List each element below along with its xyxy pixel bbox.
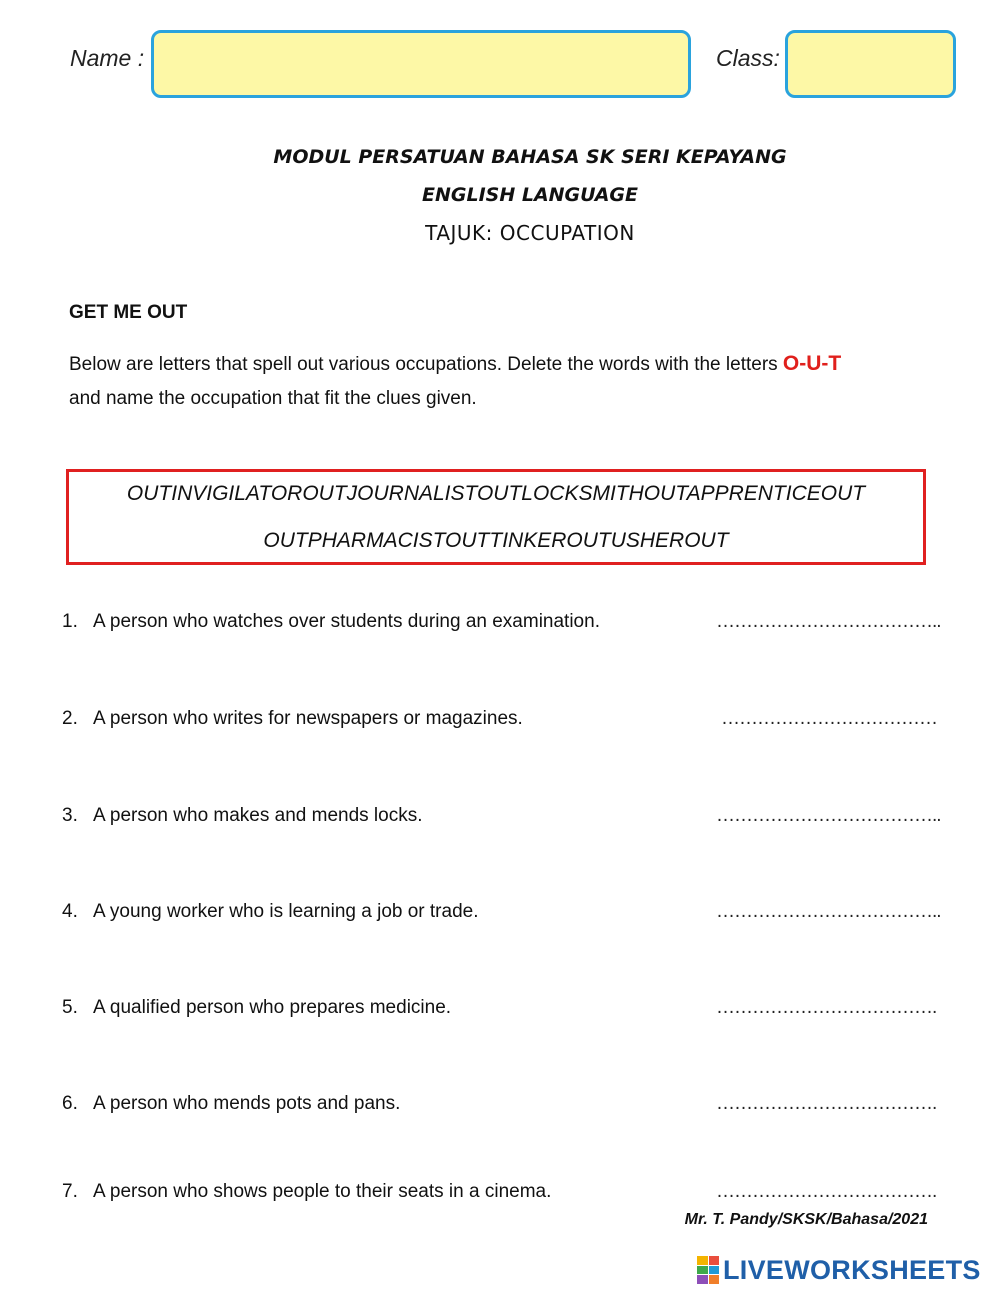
question-text: A qualified person who prepares medicine. (93, 997, 452, 1018)
liveworksheets-mark-icon (697, 1256, 719, 1284)
question-number: 3. (62, 805, 78, 826)
instructions (69, 347, 949, 416)
question-text: A person who writes for newspapers or magazines. (93, 708, 523, 729)
answer-blank[interactable]: ………………………………. (716, 1093, 937, 1114)
name-input[interactable] (151, 30, 691, 98)
question-number: 2. (62, 708, 78, 729)
answer-blank[interactable]: ……………………………….. (716, 805, 941, 826)
question-text: A young worker who is learning a job or trade. (93, 901, 479, 922)
subject-title: ENGLISH LANGUAGE (421, 184, 638, 206)
question-number: 1. (62, 611, 78, 632)
answer-blank[interactable]: ………………………………. (716, 1181, 937, 1202)
class-label: Class: (716, 45, 780, 71)
question-number: 7. (62, 1181, 78, 1202)
question-number: 6. (62, 1093, 78, 1114)
question-item (62, 805, 942, 835)
author-credit: Mr. T. Pandy/SKSK/Bahasa/2021 (684, 1211, 928, 1228)
question-number: 5. (62, 997, 78, 1018)
puzzle-line-1: OUTINVIGILATOROUTJOURNALISTOUTLOCKSMITHOUTAPPRENTICEOUT (126, 482, 866, 505)
module-title: MODUL PERSATUAN BAHASA SK SERI KEPAYANG (273, 146, 787, 168)
letter-puzzle-box (66, 469, 926, 565)
question-number: 4. (62, 901, 78, 922)
question-text: A person who makes and mends locks. (93, 805, 423, 826)
instruction-highlight: O-U-T (782, 352, 842, 375)
topic-title: TAJUK: OCCUPATION (425, 221, 635, 245)
answer-blank[interactable]: ……………………………….. (716, 901, 941, 922)
question-item (62, 1093, 942, 1123)
name-label: Name : (70, 45, 145, 71)
liveworksheets-wordmark: LIVEWORKSHEETS (723, 1254, 981, 1285)
class-input[interactable] (785, 30, 956, 98)
question-item (62, 997, 942, 1027)
answer-blank[interactable]: ……………………………….. (716, 611, 941, 632)
question-item (62, 901, 942, 931)
answer-blank[interactable]: ……………………………… (721, 708, 937, 729)
instruction-text-2: and name the occupation that fit the clues given. (69, 388, 477, 409)
answer-blank[interactable]: ………………………………. (716, 997, 937, 1018)
question-text: A person who mends pots and pans. (93, 1093, 401, 1114)
liveworksheets-logo (697, 1253, 981, 1287)
question-item (62, 1181, 942, 1211)
question-item (62, 611, 942, 641)
question-text: A person who watches over students during an examination. (93, 611, 600, 632)
question-text: A person who shows people to their seats in a cinema. (93, 1181, 552, 1202)
instruction-text: Below are letters that spell out various occupations. Delete the words with the letters (69, 354, 778, 375)
question-item (62, 708, 942, 738)
puzzle-line-2: OUTPHARMACISTOUTTINKEROUTUSHEROUT (263, 529, 729, 552)
section-heading: GET ME OUT (69, 302, 188, 323)
